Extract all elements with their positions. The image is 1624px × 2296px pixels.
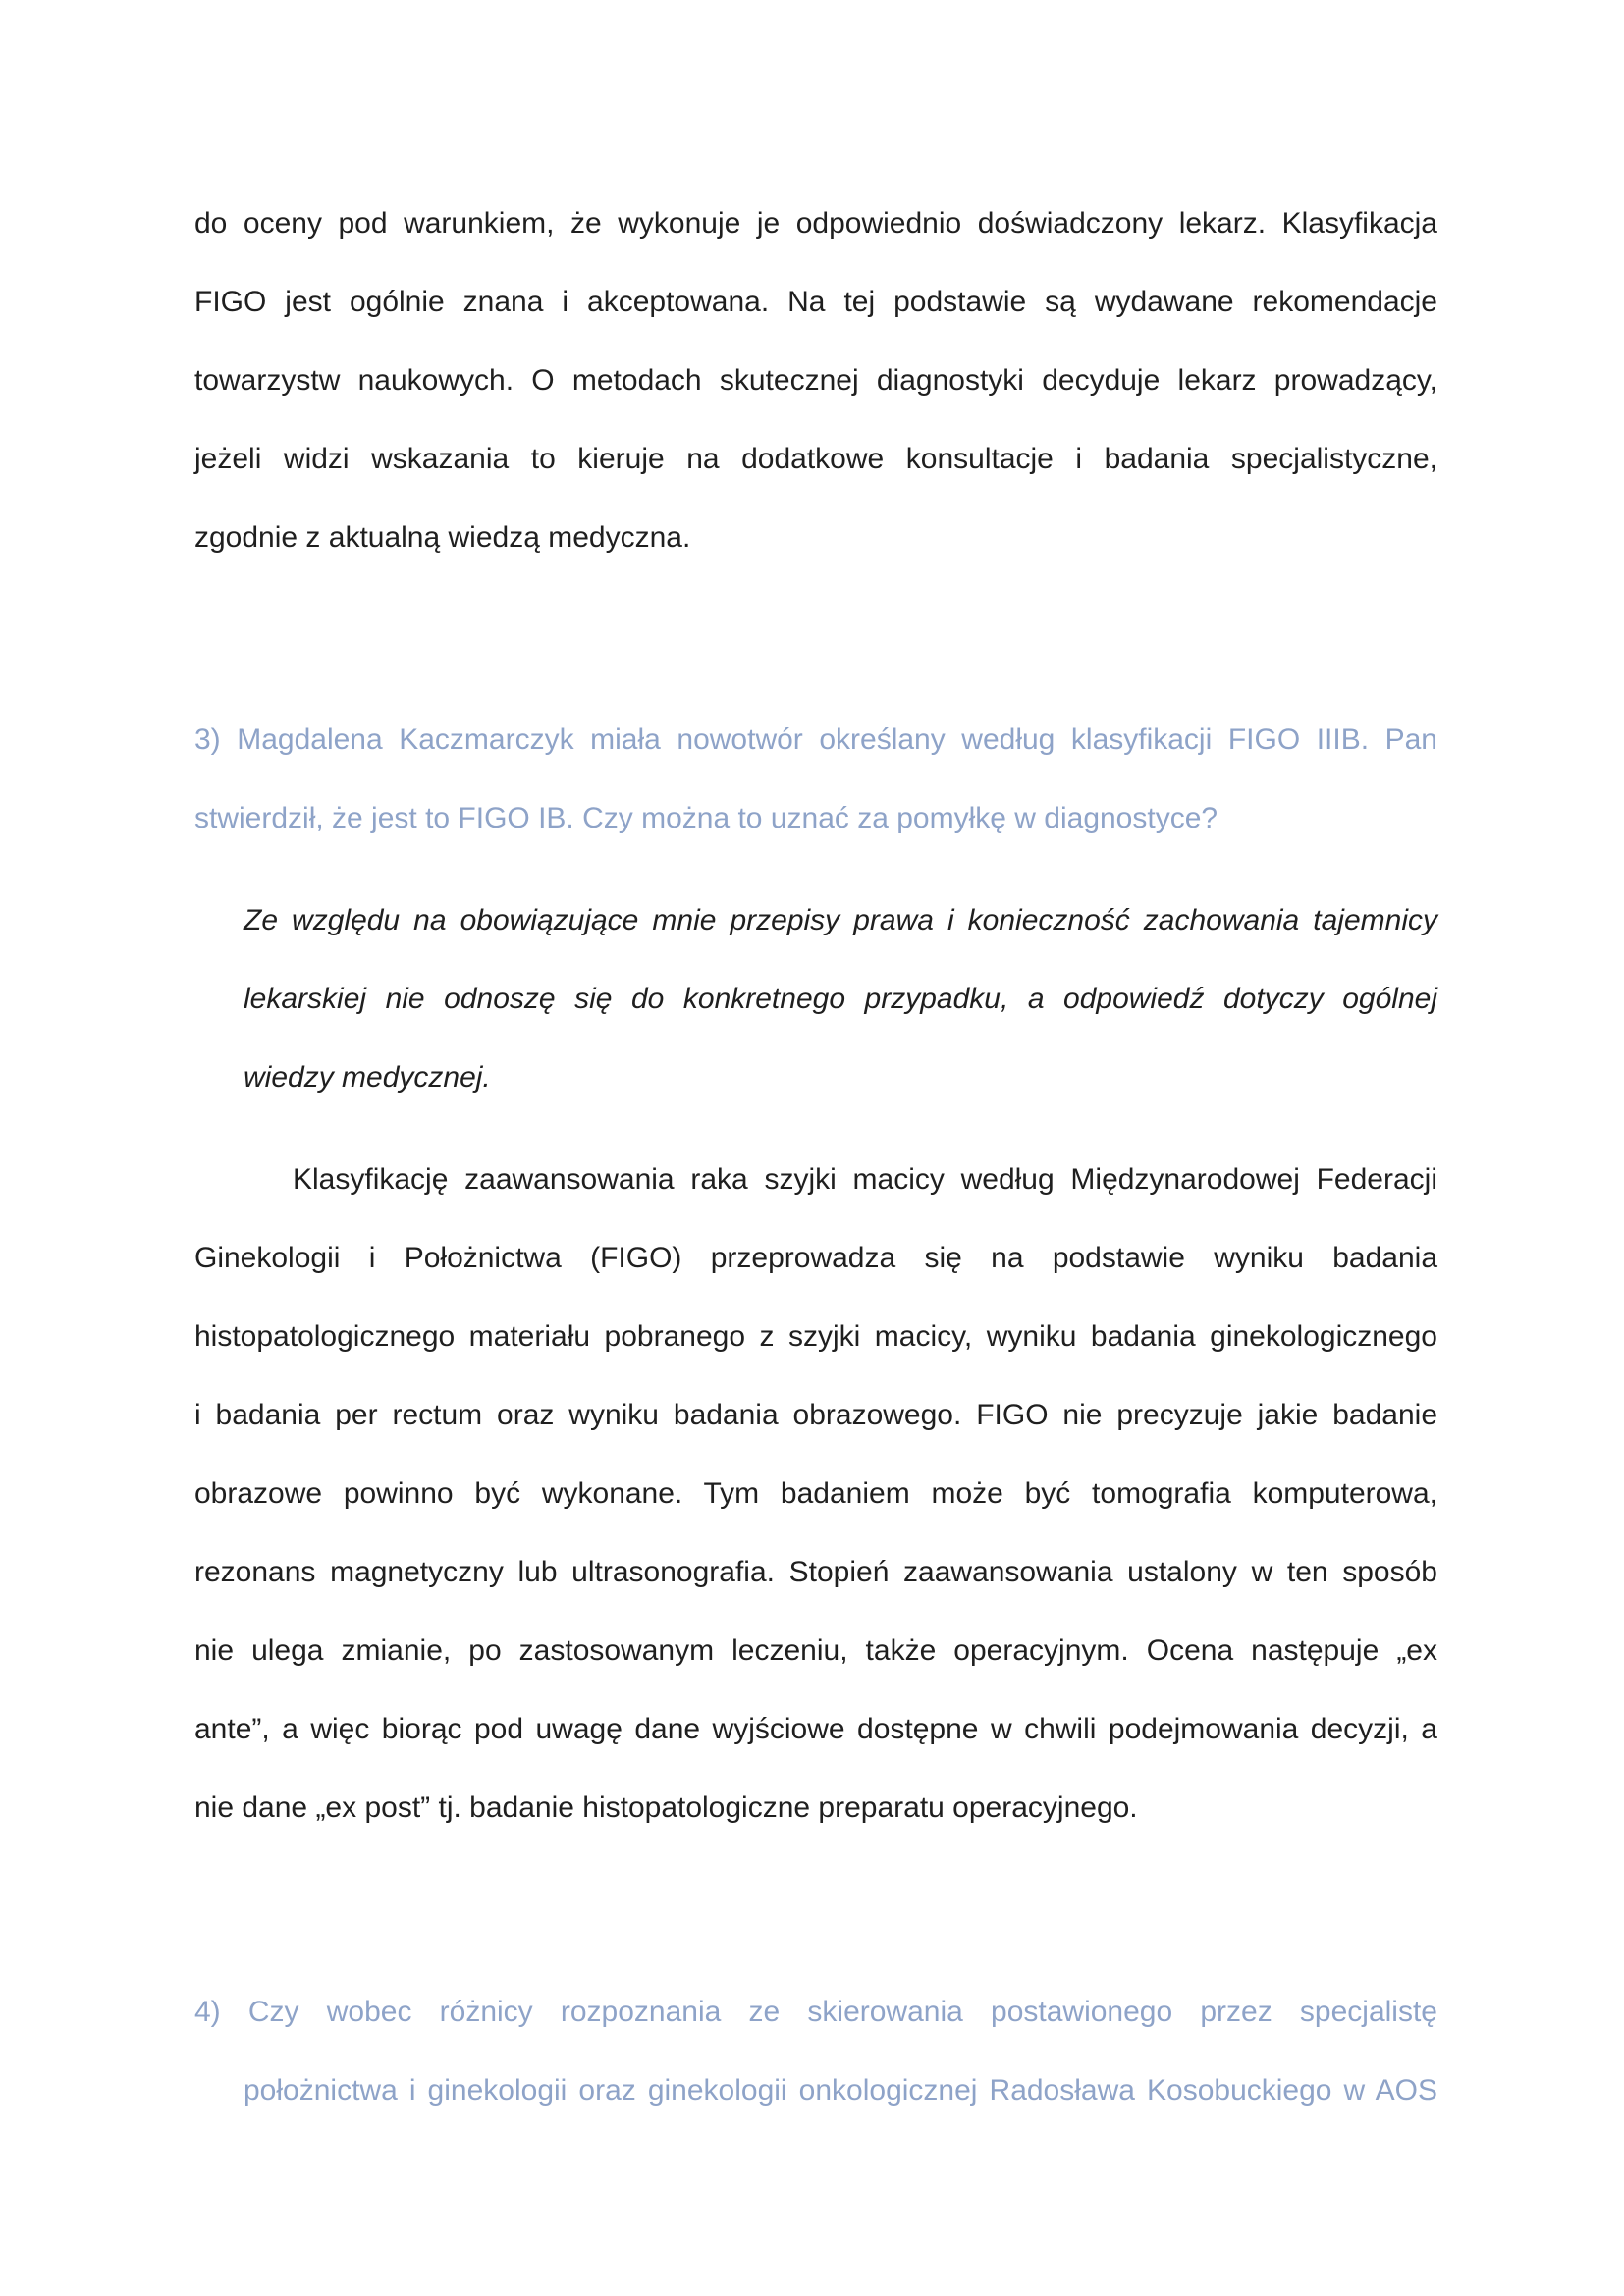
- answer-3-line: nie ulega zmianie, po zastosowanym leczeniu, także operacyjnym. Ocena następuje „ex: [194, 1634, 1437, 1667]
- answer-3-line: rezonans magnetyczny lub ultrasonografia. Stopień zaawansowania ustalony w ten sposób: [194, 1556, 1437, 1588]
- answer-3-line: histopatologicznego materiału pobranego z szyjki macicy, wyniku badania ginekologicznego: [194, 1320, 1437, 1353]
- answer-3-line: obrazowe powinno być wykonane. Tym badaniem może być tomografia komputerowa,: [194, 1477, 1437, 1510]
- question-4-line: położnictwa i ginekologii oraz ginekologii onkologicznej Radosława Kosobuckiego w AOS: [244, 2074, 1437, 2107]
- answer-3-line: ante”, a więc biorąc pod uwagę dane wyjściowe dostępne w chwili podejmowania decyzji, a: [194, 1713, 1437, 1745]
- paragraph-line: towarzystw naukowych. O metodach skutecznej diagnostyki decyduje lekarz prowadzący,: [194, 364, 1437, 397]
- question-3-line: 3) Magdalena Kaczmarczyk miała nowotwór określany według klasyfikacji FIGO IIIB. Pan: [194, 723, 1437, 756]
- answer-3-line: Klasyfikację zaawansowania raka szyjki macicy według Międzynarodowej Federacji: [293, 1163, 1437, 1196]
- answer-3-line: Ginekologii i Położnictwa (FIGO) przeprowadza się na podstawie wyniku badania: [194, 1242, 1437, 1274]
- disclaimer-line: Ze względu na obowiązujące mnie przepisy prawa i konieczność zachowania tajemnicy: [244, 904, 1437, 936]
- paragraph-line: do oceny pod warunkiem, że wykonuje je odpowiednio doświadczony lekarz. Klasyfikacja: [194, 207, 1437, 240]
- paragraph-line: zgodnie z aktualną wiedzą medyczna.: [194, 521, 691, 554]
- answer-3-line: i badania per rectum oraz wyniku badania obrazowego. FIGO nie precyzuje jakie badanie: [194, 1399, 1437, 1431]
- paragraph-line: jeżeli widzi wskazania to kieruje na dodatkowe konsultacje i badania specjalistyczne,: [194, 443, 1437, 475]
- disclaimer-line: lekarskiej nie odnoszę się do konkretnego przypadku, a odpowiedź dotyczy ogólnej: [244, 983, 1437, 1015]
- question-4-line: 4) Czy wobec różnicy rozpoznania ze skierowania postawionego przez specjalistę: [194, 1996, 1437, 2028]
- answer-3-line: nie dane „ex post” tj. badanie histopatologiczne preparatu operacyjnego.: [194, 1791, 1138, 1824]
- question-3-line: stwierdził, że jest to FIGO IB. Czy można to uznać za pomyłkę w diagnostyce?: [194, 802, 1218, 834]
- paragraph-line: FIGO jest ogólnie znana i akceptowana. Na tej podstawie są wydawane rekomendacje: [194, 286, 1437, 318]
- disclaimer-line: wiedzy medycznej.: [244, 1061, 491, 1094]
